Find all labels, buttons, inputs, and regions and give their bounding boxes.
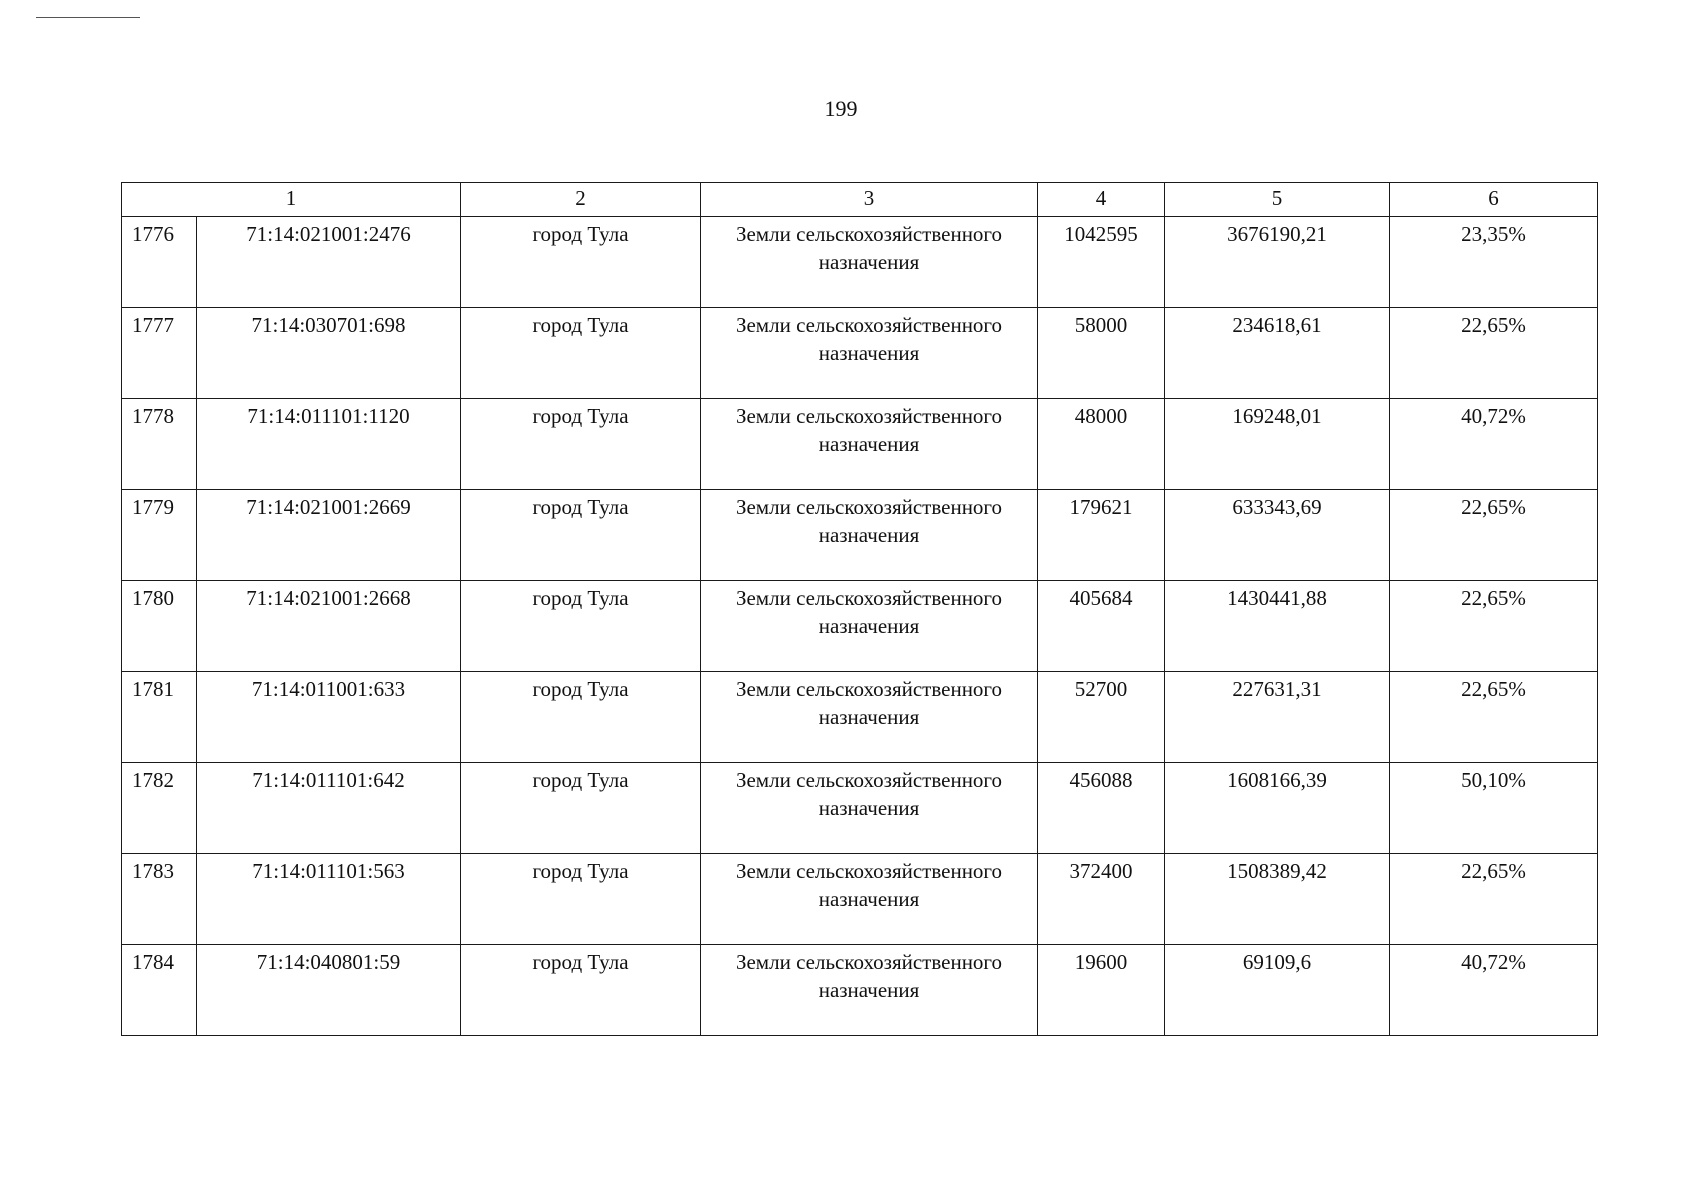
location-cell: город Тула [461,490,701,581]
location-cell: город Тула [461,945,701,1036]
row-number-cell: 1783 [122,854,197,945]
cadastral-number-cell: 71:14:030701:698 [197,308,461,399]
area-cell: 1042595 [1038,217,1165,308]
location-cell: город Тула [461,308,701,399]
land-category-cell: Земли сельскохозяйственного назначения [701,581,1038,672]
cadastral-number-cell: 71:14:040801:59 [197,945,461,1036]
land-category-cell: Земли сельскохозяйственного назначения [701,763,1038,854]
percent-cell: 50,10% [1390,763,1598,854]
land-category-cell: Земли сельскохозяйственного назначения [701,217,1038,308]
column-header-4: 4 [1038,183,1165,217]
column-header-3: 3 [701,183,1038,217]
land-category-cell: Земли сельскохозяйственного назначения [701,399,1038,490]
percent-cell: 22,65% [1390,854,1598,945]
land-category-cell: Земли сельскохозяйственного назначения [701,490,1038,581]
row-number-cell: 1781 [122,672,197,763]
table-row [122,581,1598,672]
cadastral-number-cell: 71:14:021001:2668 [197,581,461,672]
percent-cell: 22,65% [1390,490,1598,581]
percent-cell: 40,72% [1390,945,1598,1036]
cadastral-number-cell: 71:14:011101:563 [197,854,461,945]
row-number-cell: 1782 [122,763,197,854]
cadastral-value-cell: 234618,61 [1165,308,1390,399]
registry-table [121,182,1598,1036]
row-number-cell: 1778 [122,399,197,490]
area-cell: 19600 [1038,945,1165,1036]
land-category-cell: Земли сельскохозяйственного назначения [701,308,1038,399]
land-category-cell: Земли сельскохозяйственного назначения [701,945,1038,1036]
corner-line [36,17,140,18]
cadastral-value-cell: 169248,01 [1165,399,1390,490]
table-row [122,490,1598,581]
area-cell: 58000 [1038,308,1165,399]
row-number-cell: 1779 [122,490,197,581]
cadastral-number-cell: 71:14:011101:1120 [197,399,461,490]
row-number-cell: 1780 [122,581,197,672]
location-cell: город Тула [461,399,701,490]
cadastral-number-cell: 71:14:021001:2476 [197,217,461,308]
cadastral-value-cell: 1608166,39 [1165,763,1390,854]
location-cell: город Тула [461,217,701,308]
percent-cell: 23,35% [1390,217,1598,308]
cadastral-number-cell: 71:14:011101:642 [197,763,461,854]
percent-cell: 40,72% [1390,399,1598,490]
row-number-cell: 1777 [122,308,197,399]
cadastral-value-cell: 227631,31 [1165,672,1390,763]
location-cell: город Тула [461,763,701,854]
percent-cell: 22,65% [1390,581,1598,672]
area-cell: 52700 [1038,672,1165,763]
column-header-1: 1 [122,183,461,217]
table-row [122,945,1598,1036]
area-cell: 179621 [1038,490,1165,581]
location-cell: город Тула [461,581,701,672]
cadastral-value-cell: 3676190,21 [1165,217,1390,308]
location-cell: город Тула [461,672,701,763]
percent-cell: 22,65% [1390,672,1598,763]
column-header-5: 5 [1165,183,1390,217]
header-row [122,183,1598,217]
location-cell: город Тула [461,854,701,945]
row-number-cell: 1784 [122,945,197,1036]
row-number-cell: 1776 [122,217,197,308]
percent-cell: 22,65% [1390,308,1598,399]
table-row [122,308,1598,399]
area-cell: 48000 [1038,399,1165,490]
area-cell: 372400 [1038,854,1165,945]
cadastral-number-cell: 71:14:011001:633 [197,672,461,763]
cadastral-value-cell: 1508389,42 [1165,854,1390,945]
land-category-cell: Земли сельскохозяйственного назначения [701,672,1038,763]
cadastral-value-cell: 1430441,88 [1165,581,1390,672]
area-cell: 456088 [1038,763,1165,854]
cadastral-number-cell: 71:14:021001:2669 [197,490,461,581]
table-row [122,763,1598,854]
table-row [122,217,1598,308]
table-row [122,399,1598,490]
table-row [122,672,1598,763]
cadastral-value-cell: 633343,69 [1165,490,1390,581]
land-category-cell: Земли сельскохозяйственного назначения [701,854,1038,945]
column-header-2: 2 [461,183,701,217]
page-number: 199 [824,96,858,121]
area-cell: 405684 [1038,581,1165,672]
cadastral-value-cell: 69109,6 [1165,945,1390,1036]
table-row [122,854,1598,945]
column-header-6: 6 [1390,183,1598,217]
